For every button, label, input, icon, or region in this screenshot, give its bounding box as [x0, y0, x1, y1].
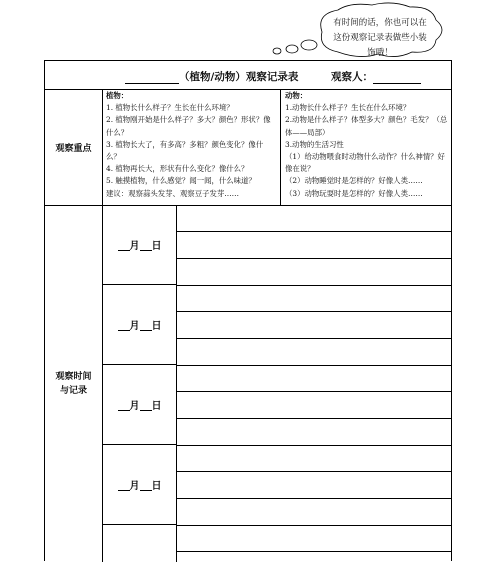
day-blank[interactable] — [140, 319, 152, 331]
month-label: 月 — [129, 481, 140, 492]
observer-field — [331, 69, 421, 84]
note-line[interactable] — [177, 258, 451, 259]
note-line[interactable] — [177, 365, 451, 366]
plant-item: 2. 植物刚开始是什么样子？多大？颜色？形状？像什么？ — [106, 115, 271, 137]
plant-item: 3. 植物长大了，有多高？多粗？颜色变化？像什么？ — [106, 139, 264, 162]
date-cell — [103, 205, 177, 285]
note-line[interactable] — [177, 418, 451, 419]
animal-focus-column — [282, 89, 451, 205]
observer-blank[interactable] — [373, 73, 421, 84]
animal-item: （1）给动物喂食时动物什么动作？什么神情？好像在说？ — [285, 152, 445, 174]
date-cell — [103, 445, 177, 525]
note-line[interactable] — [177, 285, 451, 286]
title-row — [45, 61, 451, 90]
note-line[interactable] — [177, 338, 451, 339]
month-blank[interactable] — [118, 399, 130, 411]
date-cell — [103, 365, 177, 445]
month-blank[interactable] — [118, 479, 130, 491]
month-blank[interactable] — [118, 319, 130, 331]
title-blank[interactable] — [125, 73, 179, 84]
note-line[interactable] — [177, 311, 451, 312]
note-line[interactable] — [177, 231, 451, 232]
title-text: （植物/动物）观察记录表 — [179, 71, 299, 83]
day-label: 日 — [151, 241, 162, 252]
day-label: 日 — [151, 321, 162, 332]
animal-item: 2.动物是什么样子？体型多大？颜色？毛发？（总体——局部） — [285, 115, 448, 137]
note-line[interactable] — [177, 391, 451, 392]
plant-item: 4. 植物再长大，形状有什么变化？像什么？ — [106, 164, 249, 174]
day-blank[interactable] — [140, 479, 152, 491]
month-label: 月 — [129, 241, 140, 252]
note-line[interactable] — [177, 445, 451, 446]
plant-item: 1. 植物长什么样子？生长在什么环境？ — [106, 103, 234, 113]
plant-item: 5. 触摸植物，什么感觉？闻一闻，什么味道？ — [106, 176, 256, 186]
record-label-line: 观察时间 — [55, 371, 92, 382]
record-label-line: 与记录 — [59, 385, 87, 396]
day-label: 日 — [151, 481, 162, 492]
note-line[interactable] — [177, 525, 451, 526]
date-cell — [103, 525, 177, 562]
animal-item: （2）动物睡觉时是怎样的？好像人类…… — [285, 176, 423, 186]
plant-title: 植物： — [106, 91, 129, 100]
date-cell — [103, 285, 177, 365]
note-line[interactable] — [177, 471, 451, 472]
animal-item: 1.动物长什么样子？生长在什么环境？ — [285, 103, 411, 113]
day-blank[interactable] — [140, 399, 152, 411]
note-line[interactable] — [177, 498, 451, 499]
animal-title: 动物： — [285, 91, 308, 100]
plant-focus-column — [103, 89, 281, 205]
cloud-text: 有时间的话，你也可以在这份观察记录表做些小装饰哦！ — [333, 18, 427, 58]
page-title — [125, 69, 298, 84]
day-label: 日 — [151, 401, 162, 412]
animal-item: 3.动物的生活习性 — [285, 139, 344, 149]
focus-row — [45, 89, 451, 206]
day-blank[interactable] — [140, 239, 152, 251]
record-label — [45, 205, 103, 562]
month-label: 月 — [129, 401, 140, 412]
month-label: 月 — [129, 321, 140, 332]
animal-item: （3）动物玩耍时是怎样的？好像人类…… — [285, 188, 423, 198]
note-line[interactable] — [177, 551, 451, 552]
plant-item: 建议：观察蒜头发芽、观察豆子发芽…… — [106, 188, 240, 198]
observer-label: 观察人： — [331, 71, 373, 83]
observation-sheet — [44, 60, 452, 561]
month-blank[interactable] — [118, 239, 130, 251]
focus-label: 观察重点 — [45, 89, 103, 205]
